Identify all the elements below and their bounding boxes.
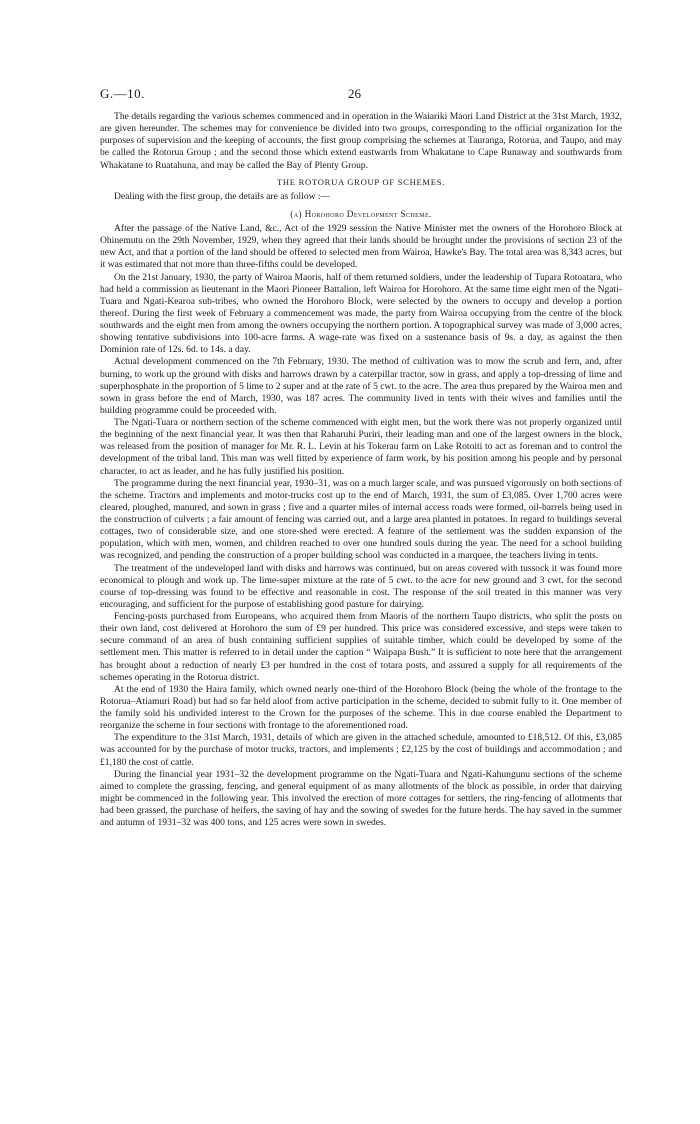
dealing-line: Dealing with the first group, the details are as follow :— bbox=[114, 190, 331, 202]
body-paragraph: After the passage of the Native Land, &c., Act of the 1929 session the Native Minister met the owners of the Horohoro Block at Ohinemutu on the 29th November, 1929, when they agreed that their lands should be brought under the provisions of section 23 of the new Act, and that a portion of the land should be offered to selected men from Wairoa, Hawke's Bay. The total area was 8,343 acres, but it was estimated that not more than three-fifths could be developed. bbox=[100, 223, 622, 271]
body-paragraph: The programme during the next financial year, 1930–31, was on a much larger scale, and was pursued vigorously on both sections of the scheme. Tractors and implements and motor-trucks cost up to the end of March, 1931, the sum of £3,085. Over 1,700 acres were cleared, ploughed, manured, and sown in grass ; five and a quarter miles of internal access roads were formed, oil-barrels being used in the construction of culverts ; a fair amount of fencing was carried out, and a large area planted in potatoes. In regard to buildings several cottages, two of considerable size, and one store-shed were erected. A feature of the settlement was the sudden expansion of the population, which with men, women, and children reached to over one hundred souls during the year. The need for a school building was recognized, and pending the construction of a proper building school was conducted in a marquee, the teachers living in tents. bbox=[100, 477, 622, 562]
report-reference: G.—10. bbox=[100, 86, 145, 101]
body-paragraph: On the 21st January, 1930, the party of Wairoa Maoris, half of them returned soldiers, under the leadership of Tupara Rotoatara, who had held a commission as lieutenant in the Maori Pioneer Battalion, left Wairoa for Horohoro. At the same time eight men of the Ngati-Tuara and Ngati-Kearoa sub-tribes, who owned the Horohoro Block, were selected by the owners to occupy and develop a portion thereof. During the first week of February a commencement was made, the party from Wairoa occupying from the centre of the block southwards and the eight men from among the owners occupying the northern portion. A topographical survey was made of 3,000 acres, showing tentative subdivisions into 100-acre farms. A wage-rate was fixed on a sustenance basis of 9s. a day, as against the then Dominion rate of 12s. 6d. to 14s. a day. bbox=[100, 271, 622, 356]
body-paragraph: Actual development commenced on the 7th February, 1930. The method of cultivation was to mow the scrub and fern, and, after burning, to work up the ground with disks and harrows drawn by a caterpillar tractor, sow in grass, and apply a top-dressing of lime and superphosphate in the proportion of 5 lime to 2 super and at the rate of 5 cwt. to the acre. The area thus prepared by the Wairoa men and sown in grass before the end of March, 1930, was 187 acres. The community lived in tents with their wives and families until the building programme could be proceeded with. bbox=[100, 356, 622, 416]
group-heading: THE ROTORUA GROUP OF SCHEMES. bbox=[276, 176, 446, 187]
body-paragraph: During the financial year 1931–32 the development programme on the Ngati-Tuara and Ngati-Kahungunu sections of the scheme aimed to complete the grassing, fencing, and general equipment of as many allotments of the block as possible, in order that dairying might be commenced in the following year. This involved the erection of more cottages for settlers, the ring-fencing of allotments that had been grassed, the purchase of heifers, the saving of hay and the sowing of swedes for the future herds. The hay saved in the summer and autumn of 1931–32 was 400 tons, and 125 acres were sown in swedes. bbox=[100, 768, 622, 829]
body-paragraph: The treatment of the undeveloped land with disks and harrows was continued, but on areas covered with tussock it was found more economical to plough and work up. The lime-super mixture at the rate of 5 cwt. to the acre for new ground and 3 cwt. for the second course of top-dressing was found to be effective and reasonable in cost. The response of the soil treated in this manner was very encouraging, and sufficient for the purpose of establishing good pasture for dairying. bbox=[100, 562, 622, 610]
body-paragraph: The expenditure to the 31st March, 1931, details of which are given in the attached schedule, amounted to £18,512. Of this, £3,085 was accounted for by the purchase of motor trucks, tractors, and implements ; £2,125 by the cost of buildings and accommodation ; and £1,180 the cost of cattle. bbox=[100, 732, 622, 768]
page-number: 26 bbox=[348, 86, 361, 101]
scheme-heading: (a) Horohoro Development Scheme. bbox=[290, 208, 432, 219]
intro-paragraph: The details regarding the various schemes commenced and in operation in the Waiariki Maori Land District at the 31st March, 1932, are given hereunder. The schemes may for convenience be divided into two groups, corresponding to the official organization for the purposes of supervision and the keeping of accounts, the first group comprising the schemes at Tauranga, Rotorua, and Taupo, and may be called the Rotorua Group ; and the second those which extend eastwards from Whakatane to Cape Runaway and southwards from Whakatane to Ruatahuna, and may be called the Bay of Plenty Group. bbox=[100, 111, 622, 171]
page-header bbox=[100, 86, 620, 102]
body-paragraph: The Ngati-Tuara or northern section of the scheme commenced with eight men, but the work there was not properly organized until the beginning of the next financial year. It was then that Raharuhi Puriri, their leading man and one of the largest owners in the block, was released from the position of manager for Mr. R. L. Levin at his Tokerau farm on Lake Rotoiti to act as foreman and to control the development of the tribal land. This man was well fitted by experience of farm work, by his position among his people and by personal character, to act as leader, and he has fully justified his position. bbox=[100, 417, 622, 477]
body-paragraph: At the end of 1930 the Haira family, which owned nearly one-third of the Horohoro Block (being the whole of the frontage to the Rotorua–Atiamuri Road) but had so far held aloof from active participation in the scheme, decided to submit fully to it. One member of the family sold his undivided interest to the Crown for the purposes of the scheme. This in due course enabled the Department to reorganize the scheme in four sections with frontage to the aforementioned road. bbox=[100, 683, 622, 732]
document-body bbox=[100, 111, 622, 829]
body-paragraph: Fencing-posts purchased from Europeans, who acquired them from Maoris of the northern Taupo districts, who split the posts on their own land, cost delivered at Horohoro the sum of £9 per hundred. This price was considered excessive, and steps were taken to secure command of an area of bush containing sufficient supplies of suitable timber, which could be developed by some of the settlement men. This matter is referred to in detail under the caption “ Waipapa Bush.” It is sufficient to note here that the arrangement has brought about a reduction of nearly £3 per hundred in the cost of totara posts, and assured a supply for all requirements of the schemes operating in the Rotorua district. bbox=[100, 611, 622, 683]
